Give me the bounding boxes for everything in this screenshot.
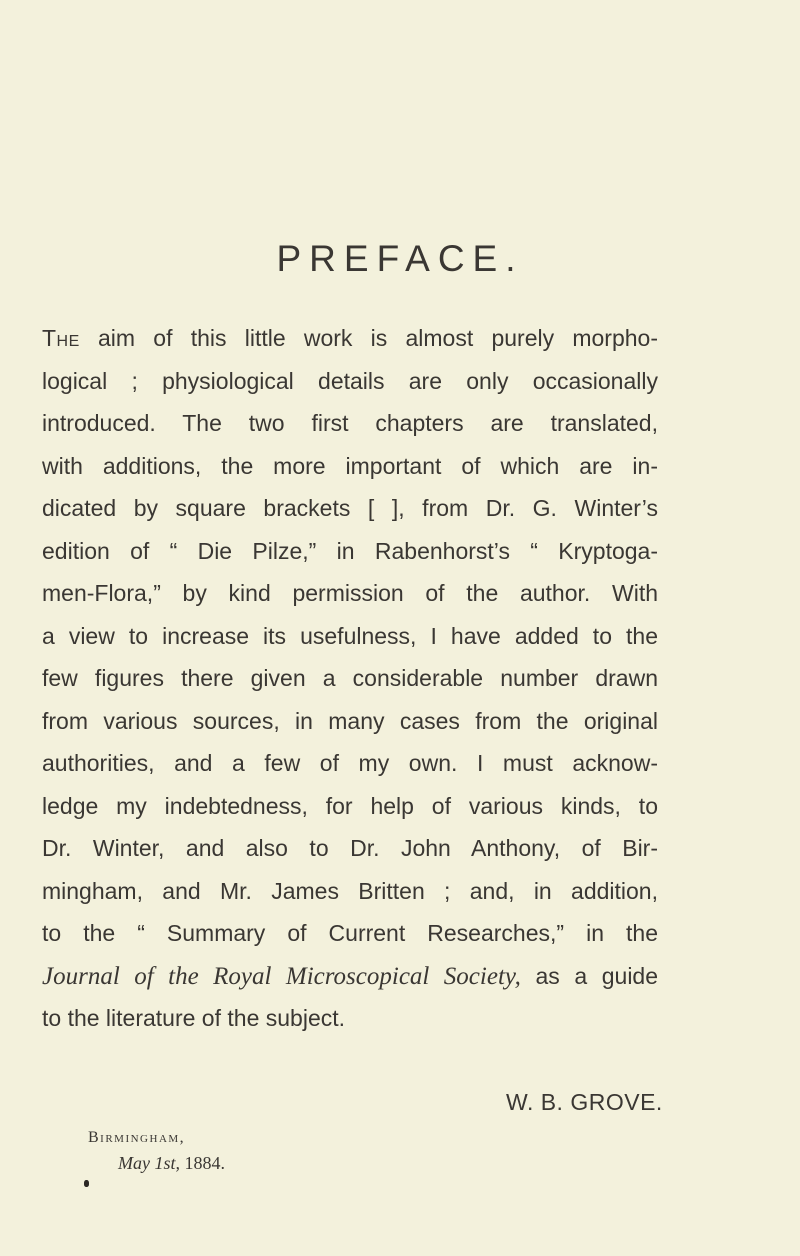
- lead-word: The: [42, 325, 80, 351]
- page-title: PREFACE.: [276, 238, 524, 279]
- line-text: as a guide: [520, 962, 659, 989]
- text-line: authorities, and a few of my own. I must acknow-: [42, 750, 658, 776]
- text-line: men-Flora,” by kind permission of the author. With: [42, 580, 658, 606]
- text-line: with additions, the more important of which are in-: [42, 452, 658, 479]
- text-line: [42, 955, 658, 998]
- text-line: ledge my indebtedness, for help of various kinds, to: [42, 792, 658, 819]
- text-line: introduced. The two first chapters are translated,: [42, 410, 658, 436]
- date-line: [118, 1153, 225, 1174]
- text-line: few figures there given a considerable number drawn: [42, 665, 658, 691]
- text-line: from various sources, in many cases from the original: [42, 707, 658, 734]
- ink-speck: [84, 1180, 89, 1187]
- text-line: Dr. Winter, and also to Dr. John Anthony, of Bir-: [42, 835, 658, 861]
- journal-title: Journal of the Royal Microscopical Society,: [42, 962, 521, 990]
- text-line: [42, 317, 658, 360]
- text-line: mingham, and Mr. James Britten ; and, in addition,: [42, 877, 658, 904]
- date-year: 1884.: [180, 1153, 225, 1173]
- place-line: Birmingham,: [88, 1129, 186, 1146]
- text-line: edition of “ Die Pilze,” in Rabenhorst’s “ Kryptoga-: [42, 537, 658, 564]
- text-line: dicated by square brackets [ ], from Dr. G. Winter’s: [42, 495, 658, 521]
- author-signature: W. B. GROVE.: [506, 1089, 663, 1115]
- date-month-day: May 1st,: [118, 1153, 180, 1173]
- line-text: aim of this little work is almost purely morpho-: [79, 325, 658, 351]
- text-line: to the “ Summary of Current Researches,” in the: [42, 920, 658, 946]
- preface-body: [42, 317, 658, 1040]
- text-line: logical ; physiological details are only occasionally: [42, 367, 658, 394]
- text-line: to the literature of the subject.: [42, 1005, 346, 1031]
- text-line: a view to increase its usefulness, I have added to the: [42, 622, 658, 649]
